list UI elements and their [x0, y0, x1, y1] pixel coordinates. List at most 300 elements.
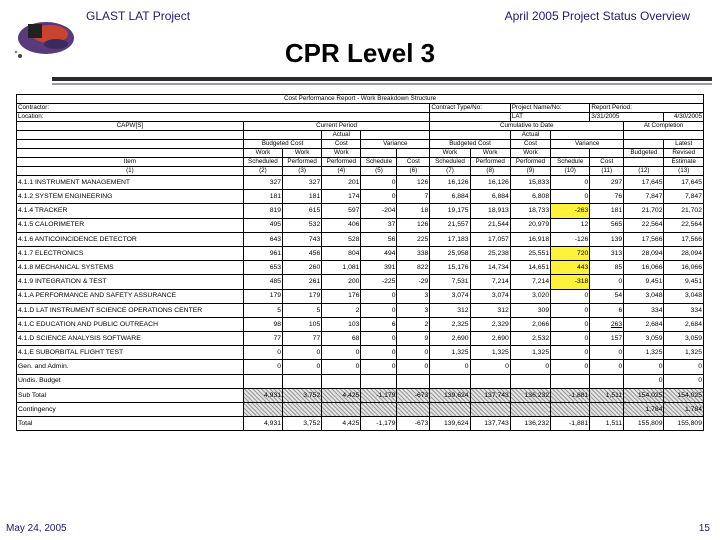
column-number: (10) — [551, 167, 590, 176]
table-cell: 0 — [361, 346, 397, 360]
table-cell: 3 — [397, 303, 430, 317]
contract-type-label: Contract Type/No: — [430, 104, 511, 113]
capws-label: CAPW[S] — [17, 122, 244, 131]
report-period-end: 4/30/2005 — [664, 113, 704, 122]
table-cell: 77 — [243, 332, 282, 346]
wbs-item: 4.1.8 MECHANICAL SYSTEMS — [17, 261, 244, 275]
table-row — [17, 403, 704, 417]
table-cell: 7,214 — [470, 275, 510, 289]
at-completion-header: At Completion — [624, 122, 704, 131]
title-rule-shadow — [52, 83, 712, 85]
table-cell: 819 — [243, 204, 282, 218]
table-cell: 0 — [664, 374, 704, 388]
table-cell: 17,183 — [430, 232, 470, 246]
table-cell: 0 — [430, 360, 470, 374]
table-cell: 0 — [551, 360, 590, 374]
table-row — [17, 204, 704, 218]
wbs-item: 4.1.2 SYSTEM ENGINEERING — [17, 190, 244, 204]
table-cell: 0 — [361, 190, 397, 204]
table-cell: 136,232 — [510, 417, 550, 431]
budgeted-label: Budgeted — [624, 149, 664, 158]
table-cell: 19,175 — [430, 204, 470, 218]
wbs-item: Contingency — [17, 403, 244, 417]
cpr-report — [16, 94, 704, 431]
wbs-item: 4.1.6 ANTICOINCIDENCE DETECTOR — [17, 232, 244, 246]
table-cell: 312 — [470, 303, 510, 317]
table-cell: 2 — [322, 303, 361, 317]
table-cell: 16,066 — [664, 261, 704, 275]
table-cell: 6,884 — [430, 190, 470, 204]
table-cell: 15,833 — [510, 176, 550, 190]
column-number: (9) — [510, 167, 550, 176]
table-cell: 0 — [551, 303, 590, 317]
table-cell: 1,081 — [322, 261, 361, 275]
table-cell: 16,126 — [470, 176, 510, 190]
table-cell: 495 — [243, 218, 282, 232]
table-cell: 1,325 — [664, 346, 704, 360]
table-cell — [551, 403, 590, 417]
table-row — [17, 218, 704, 232]
table-cell: 2,325 — [430, 317, 470, 331]
table-cell: 309 — [510, 303, 550, 317]
table-cell: -1,881 — [551, 417, 590, 431]
table-cell: 179 — [243, 289, 282, 303]
cum-work-2: Work — [470, 149, 510, 158]
column-number: (12) — [624, 167, 664, 176]
at-budgeted-label — [624, 158, 664, 167]
table-cell: 76 — [590, 190, 624, 204]
table-cell: 0 — [590, 360, 624, 374]
column-number-row — [17, 167, 704, 176]
cpr-table — [16, 94, 704, 431]
table-cell: 16,066 — [624, 261, 664, 275]
table-cell: 4,425 — [322, 388, 361, 402]
table-cell: 21,557 — [430, 218, 470, 232]
table-cell: 7 — [397, 190, 430, 204]
table-cell: -1,179 — [361, 388, 397, 402]
contract-type-value — [430, 113, 511, 122]
table-cell: 21,702 — [664, 204, 704, 218]
table-cell: 154,025 — [624, 388, 664, 402]
table-cell: 174 — [322, 190, 361, 204]
table-cell: 201 — [322, 176, 361, 190]
contractor-label: Contractor: — [17, 104, 430, 113]
table-cell: 18,913 — [470, 204, 510, 218]
table-cell — [397, 403, 430, 417]
table-cell: 3,059 — [664, 332, 704, 346]
column-number: (3) — [283, 167, 322, 176]
table-row — [17, 246, 704, 260]
table-cell: 0 — [590, 346, 624, 360]
table-cell: 0 — [624, 374, 664, 388]
table-cell: 2,066 — [510, 317, 550, 331]
table-cell: 1,511 — [590, 388, 624, 402]
wbs-item: 4.1.D SCIENCE ANALYSIS SOFTWARE — [17, 332, 244, 346]
cp-work-2: Work — [283, 149, 322, 158]
table-cell: 338 — [397, 246, 430, 260]
table-cell: 0 — [664, 360, 704, 374]
table-cell: 0 — [283, 360, 322, 374]
column-number: (4) — [322, 167, 361, 176]
table-cell: 14,734 — [470, 261, 510, 275]
table-cell: 0 — [624, 360, 664, 374]
project-name-label: Project Name/No: — [510, 104, 589, 113]
table-cell: 176 — [322, 289, 361, 303]
column-number: (11) — [590, 167, 624, 176]
table-cell: 0 — [510, 360, 550, 374]
table-cell: 12 — [551, 218, 590, 232]
table-cell: 54 — [590, 289, 624, 303]
title-rule — [52, 77, 712, 81]
cp-performed-actual: Performed — [322, 158, 361, 167]
column-number: (6) — [397, 167, 430, 176]
table-cell: 528 — [322, 232, 361, 246]
table-cell — [551, 374, 590, 388]
table-cell: 0 — [551, 332, 590, 346]
table-cell: 7,214 — [510, 275, 550, 289]
table-cell: 822 — [397, 261, 430, 275]
table-cell: 6 — [361, 317, 397, 331]
table-cell — [590, 403, 624, 417]
table-cell: 25,238 — [470, 246, 510, 260]
table-cell: 6 — [590, 303, 624, 317]
table-cell: 21,702 — [624, 204, 664, 218]
table-cell: 20,979 — [510, 218, 550, 232]
table-cell: 139,624 — [430, 417, 470, 431]
table-cell: 5 — [283, 303, 322, 317]
table-cell: 327 — [243, 176, 282, 190]
wbs-item: Total — [17, 417, 244, 431]
item-label: Item — [17, 158, 244, 167]
table-cell: 643 — [243, 232, 282, 246]
table-cell: 1,325 — [510, 346, 550, 360]
table-cell: 3,074 — [430, 289, 470, 303]
table-cell: 0 — [243, 360, 282, 374]
table-cell — [397, 374, 430, 388]
table-cell: -1,179 — [361, 417, 397, 431]
table-cell: 0 — [551, 176, 590, 190]
table-cell: -126 — [551, 232, 590, 246]
cum-cost: Cost — [510, 140, 550, 149]
table-cell: 2,684 — [624, 317, 664, 331]
wbs-item: 4.1.1 INSTRUMENT MANAGEMENT — [17, 176, 244, 190]
table-cell: -673 — [397, 417, 430, 431]
table-cell: 263 — [590, 317, 624, 331]
table-cell: -673 — [397, 388, 430, 402]
table-cell: 2,684 — [664, 317, 704, 331]
table-cell: 7,847 — [624, 190, 664, 204]
table-cell: 1,325 — [430, 346, 470, 360]
table-cell: 7,531 — [430, 275, 470, 289]
table-cell: 532 — [283, 218, 322, 232]
table-cell: 3,752 — [283, 388, 322, 402]
table-cell — [243, 374, 282, 388]
cp-work-3: Work — [322, 149, 361, 158]
table-cell: 327 — [283, 176, 322, 190]
table-cell: 85 — [590, 261, 624, 275]
table-row — [17, 332, 704, 346]
table-cell: 0 — [361, 303, 397, 317]
page-title: CPR Level 3 — [284, 38, 436, 68]
cum-work-1: Work — [430, 149, 470, 158]
table-cell: 1,511 — [590, 417, 624, 431]
table-cell: 1,784 — [624, 403, 664, 417]
cum-cost-var: Cost — [590, 158, 624, 167]
cum-scheduled: Scheduled — [430, 158, 470, 167]
table-cell: 28,094 — [664, 246, 704, 260]
table-cell: 126 — [397, 218, 430, 232]
table-cell: -225 — [361, 275, 397, 289]
table-cell: 494 — [361, 246, 397, 260]
table-cell: 391 — [361, 261, 397, 275]
table-cell: 18 — [397, 204, 430, 218]
current-period-header: Current Period — [243, 122, 429, 131]
table-cell: 0 — [397, 346, 430, 360]
table-cell: 0 — [551, 289, 590, 303]
table-cell: 1,325 — [624, 346, 664, 360]
column-number: (5) — [361, 167, 397, 176]
table-cell: 25,958 — [430, 246, 470, 260]
table-cell: 5 — [243, 303, 282, 317]
table-cell: 77 — [283, 332, 322, 346]
table-cell: 0 — [397, 360, 430, 374]
table-cell: 565 — [590, 218, 624, 232]
table-cell: 0 — [590, 275, 624, 289]
table-cell: 1,784 — [664, 403, 704, 417]
wbs-item: 4.1.A PERFORMANCE AND SAFETY ASSURANCE — [17, 289, 244, 303]
header-project-name: GLAST LAT Project — [86, 9, 191, 23]
table-cell: 653 — [243, 261, 282, 275]
table-cell: 720 — [551, 246, 590, 260]
table-cell: 155,809 — [664, 417, 704, 431]
table-cell: 181 — [283, 190, 322, 204]
table-cell: 6,808 — [510, 190, 550, 204]
table-cell: 16,126 — [430, 176, 470, 190]
wbs-item: 4.1.7 ELECTRONICS — [17, 246, 244, 260]
table-row — [17, 289, 704, 303]
cp-cost-var: Cost — [397, 158, 430, 167]
cp-scheduled: Scheduled — [243, 158, 282, 167]
table-row — [17, 317, 704, 331]
cum-schedule: Schedule — [551, 158, 590, 167]
table-cell: 28,094 — [624, 246, 664, 260]
table-cell: 0 — [361, 176, 397, 190]
cum-performed-actual: Performed — [510, 158, 550, 167]
table-cell — [470, 403, 510, 417]
table-cell — [510, 374, 550, 388]
table-cell: 4,931 — [243, 417, 282, 431]
table-cell: 17,566 — [664, 232, 704, 246]
table-cell — [361, 403, 397, 417]
table-cell: 0 — [283, 346, 322, 360]
table-cell: 0 — [361, 332, 397, 346]
table-cell: 157 — [590, 332, 624, 346]
table-cell: 17,057 — [470, 232, 510, 246]
table-cell — [322, 374, 361, 388]
table-cell: 179 — [283, 289, 322, 303]
wbs-item: 4.1.C EDUCATION AND PUBLIC OUTREACH — [17, 317, 244, 331]
cp-performed: Performed — [283, 158, 322, 167]
table-cell: 313 — [590, 246, 624, 260]
table-cell: 137,743 — [470, 417, 510, 431]
table-cell: 4,425 — [322, 417, 361, 431]
table-cell: 3,752 — [283, 417, 322, 431]
table-cell: 200 — [322, 275, 361, 289]
table-cell: 0 — [551, 317, 590, 331]
cp-schedule: Schedule — [361, 158, 397, 167]
table-cell: 2,329 — [470, 317, 510, 331]
wbs-item: 4.1.D LAT INSTRUMENT SCIENCE OPERATIONS CENTER — [17, 303, 244, 317]
table-cell: 3,048 — [624, 289, 664, 303]
table-cell: 260 — [283, 261, 322, 275]
table-cell: 1,325 — [470, 346, 510, 360]
table-row — [17, 261, 704, 275]
cp-work-1: Work — [243, 149, 282, 158]
table-cell — [470, 374, 510, 388]
column-number: (8) — [470, 167, 510, 176]
revised-label: Revised — [664, 149, 704, 158]
table-cell: 2,532 — [510, 332, 550, 346]
table-cell: 154,025 — [664, 388, 704, 402]
table-cell: 98 — [243, 317, 282, 331]
table-cell: 2,690 — [470, 332, 510, 346]
footer-page-number: 15 — [698, 523, 710, 534]
table-cell: 68 — [322, 332, 361, 346]
cp-actual: Actual — [322, 131, 361, 140]
table-cell: 297 — [590, 176, 624, 190]
table-cell: 443 — [551, 261, 590, 275]
table-cell: 9,451 — [624, 275, 664, 289]
table-cell: 22,564 — [624, 218, 664, 232]
table-cell: 14,651 — [510, 261, 550, 275]
wbs-item: Sub Total — [17, 388, 244, 402]
table-row — [17, 388, 704, 402]
table-row — [17, 303, 704, 317]
wbs-item: 4.1.4 TRACKER — [17, 204, 244, 218]
latest-label: Latest — [664, 140, 704, 149]
table-cell: 312 — [430, 303, 470, 317]
column-number: (1) — [17, 167, 244, 176]
table-cell: 456 — [283, 246, 322, 260]
table-cell: 17,645 — [664, 176, 704, 190]
wbs-item: Undis. Budget — [17, 374, 244, 388]
table-cell: 485 — [243, 275, 282, 289]
estimate-label: Estimate — [664, 158, 704, 167]
wbs-item: 4.1.E SUBORBITAL FLIGHT TEST — [17, 346, 244, 360]
table-cell: 105 — [283, 317, 322, 331]
column-number: (7) — [430, 167, 470, 176]
table-cell: 3,059 — [624, 332, 664, 346]
cp-budgeted-cost: Budgeted Cost — [243, 140, 321, 149]
cum-work-3: Work — [510, 149, 550, 158]
table-cell: 17,645 — [624, 176, 664, 190]
table-cell: 0 — [243, 346, 282, 360]
table-cell: 2 — [397, 317, 430, 331]
table-row — [17, 275, 704, 289]
table-cell: 4,931 — [243, 388, 282, 402]
table-cell: 615 — [283, 204, 322, 218]
table-cell: 0 — [470, 360, 510, 374]
table-cell: 0 — [551, 190, 590, 204]
table-cell: 15,176 — [430, 261, 470, 275]
table-cell: 3,020 — [510, 289, 550, 303]
table-cell: 3 — [397, 289, 430, 303]
table-cell: 406 — [322, 218, 361, 232]
location-label: Location: — [17, 113, 430, 122]
table-cell — [283, 374, 322, 388]
table-cell — [243, 403, 282, 417]
table-cell: 225 — [397, 232, 430, 246]
wbs-item: 4.1.5 CALORIMETER — [17, 218, 244, 232]
table-cell — [430, 374, 470, 388]
table-cell: 334 — [624, 303, 664, 317]
table-cell: 3,048 — [664, 289, 704, 303]
header-status-title: April 2005 Project Status Overview — [504, 9, 690, 23]
report-period-label: Report Period: — [590, 104, 704, 113]
cumulative-header: Cumulative to Date — [430, 122, 624, 131]
column-number: (13) — [664, 167, 704, 176]
table-cell: 3,074 — [470, 289, 510, 303]
table-cell: 7,847 — [664, 190, 704, 204]
table-cell: 0 — [361, 360, 397, 374]
table-cell: 21,544 — [470, 218, 510, 232]
table-cell: -318 — [551, 275, 590, 289]
table-cell: -263 — [551, 204, 590, 218]
table-row — [17, 374, 704, 388]
table-cell: 139,624 — [430, 388, 470, 402]
table-cell: 0 — [322, 346, 361, 360]
wbs-item: 4.1.9 INTEGRATION & TEST — [17, 275, 244, 289]
table-cell: 181 — [590, 204, 624, 218]
table-cell — [430, 403, 470, 417]
table-cell: 743 — [283, 232, 322, 246]
table-cell: 137,743 — [470, 388, 510, 402]
footer-date: May 24, 2005 — [6, 523, 67, 534]
table-cell: 0 — [361, 289, 397, 303]
table-cell: -204 — [361, 204, 397, 218]
table-row — [17, 232, 704, 246]
table-cell — [322, 403, 361, 417]
table-cell: 56 — [361, 232, 397, 246]
report-title: Cost Performance Report - Work Breakdown Structure — [17, 95, 704, 104]
table-cell — [361, 374, 397, 388]
table-cell: 804 — [322, 246, 361, 260]
report-period-start: 3/31/2005 — [590, 113, 664, 122]
table-cell: 261 — [283, 275, 322, 289]
table-cell: 25,551 — [510, 246, 550, 260]
table-row — [17, 417, 704, 431]
wbs-item: Gen. and Admin. — [17, 360, 244, 374]
table-row — [17, 190, 704, 204]
table-cell — [510, 403, 550, 417]
cp-cost: Cost — [322, 140, 361, 149]
column-number: (2) — [243, 167, 282, 176]
cum-budgeted-cost: Budgeted Cost — [430, 140, 511, 149]
table-cell: 2,690 — [430, 332, 470, 346]
table-cell: 155,809 — [624, 417, 664, 431]
cum-performed: Performed — [470, 158, 510, 167]
table-row — [17, 176, 704, 190]
table-cell: 136,232 — [510, 388, 550, 402]
table-cell: 9 — [397, 332, 430, 346]
cpr-data-rows — [17, 176, 704, 431]
table-cell: -29 — [397, 275, 430, 289]
table-cell: 22,564 — [664, 218, 704, 232]
table-cell: 17,566 — [624, 232, 664, 246]
cum-variance: Variance — [551, 140, 624, 149]
table-cell: -1,881 — [551, 388, 590, 402]
table-cell: 6,884 — [470, 190, 510, 204]
